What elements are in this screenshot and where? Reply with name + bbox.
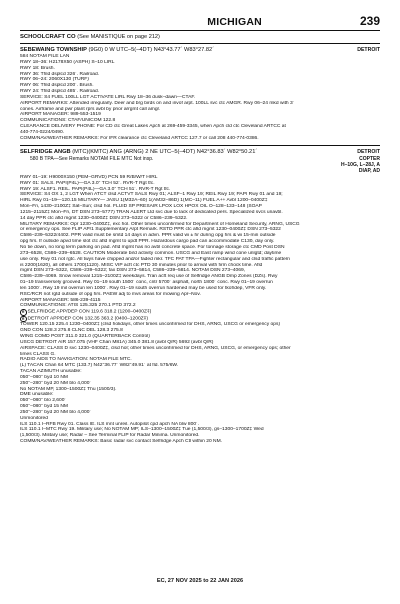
selfridge-line: times CLASS G. xyxy=(20,351,56,357)
schoolcraft-note: (See MANISTIQUE on page 212) xyxy=(77,34,160,40)
selfridge-sectional: DETROIT xyxy=(357,148,380,155)
sebewaing-line: RWY 06–24: 2060X130 (TURF) xyxy=(20,77,89,83)
sebewaing-entry xyxy=(20,44,380,146)
selfridge-line: TACAN AZIMUTH unusable: xyxy=(20,369,82,375)
selfridge-line: MILITARY REMARKS: Opr 1230–0400Z‡, exc hol. Other times unconfirmed for Department of Homeland Security, ARNG, USCG xyxy=(20,221,300,227)
selfridge-line: 273–6528, C586–239–6528. CAUTION Moderate bird activity common. USCG and East ramp wind cone unlgtd; daytime xyxy=(20,250,282,256)
selfridge-line: 250°–280° byd 20 NM blo 4,000´ xyxy=(20,409,92,415)
page-number: 239 xyxy=(359,14,380,28)
sebewaing-line: RWY 06: Thld dsplcd 200´. Brush. xyxy=(20,83,94,89)
selfridge-line: or emergency ops. See FLIP AP/1 Supplementary Arpt Remark. RSTD PPR ctc afld mgmt 1230–0400Z‡ DSN 273–5322 xyxy=(20,227,281,233)
selfridge-line: HIRL Rwy 01–19—120.15 MILITARY— JASU 1(M32A–60) 1(AM32–86D) 1(MC–11) FUEL A++ Avbl 1200–0400Z‡ xyxy=(20,198,268,204)
selfridge-line: ILS 110.1 I–MTC Rwy 19. Military use; No NOTAM MP; ILS–1300–1500Z‡ Tue (1,500/3), gs–1300–1700Z‡ Wed xyxy=(20,427,264,433)
selfridge-line: len 1000´. Rwy 19 mil overrun len 1000´. Rwy 01–19 south overrun hardened may be used for tkof/dep, VFR only. xyxy=(20,285,267,291)
sebewaing-line: RWY 36: Thld dsplcd 326´. Railroad. xyxy=(20,71,100,77)
selfridge-info: (MTC)(KMTC) ANG (ARNG) 2 NE UTC–5(–4DT) N42°36.83´ W82°50.21´ xyxy=(72,148,258,155)
state-name: MICHIGAN xyxy=(207,16,262,28)
sebewaing-line: CLEARANCE DELIVERY PHONE: For CD ctc Great Lakes Apch at 269-459-3345, when Apch cld ctc Cleveland ARTCC at xyxy=(20,124,286,130)
selfridge-line: COMM/NAV/WEATHER REMARKS: Basic radar svc contact Selfridge Apch Ctl within 20 NM. xyxy=(20,439,223,445)
selfridge-line: AIRSPACE: CLASS D svc 1230–0400Z‡, clsd hol; other times unconfirmed for DHS, ARNG, USCG, or emergency ops; other xyxy=(20,345,291,351)
selfridge-line: (L) TACAN Chan 64 MTC (133.7) N42°36.77´ W82°49.91´ at fld. 575/6W. xyxy=(20,363,179,369)
selfridge-line: C586–239–4069. Snow removal 1215–2100Z‡ weekdays. Tran acft req use of Selfridge ANGB Dmp Zones (DZs). Rwy xyxy=(20,274,278,280)
selfridge-line: RADIO AIDS TO NAVIGATION: NOTAM FILE MTC. xyxy=(20,357,132,363)
selfridge-line: No NOTAM MP, 1300–1500Z‡ Thu (1500/3). xyxy=(20,386,117,392)
sebewaing-title xyxy=(20,47,380,54)
selfridge-name: SELFRIDGE ANGB xyxy=(20,148,71,155)
selfridge-line: C586–239–5322/4402. PPR valid must be smtd 14 days in advn. PPR valid wi ± hr during opg hrs & wi 15-min outside xyxy=(20,233,276,239)
selfridge-line: ILS 110.1 I–RFB Rwy 01. Class IE. ILS mnt unreil. Autopilot cpd apch NA blw 800´. xyxy=(20,421,200,427)
selfridge-line: 1215–2115Z‡ Mon–Fri, DT DSN 273–5777) TRAN ALERT Ltd svc due to lack of dedicated pers. Specialized svcs unavbl. xyxy=(20,209,283,215)
sebewaing-line: RWY 18–36: H2178X50 (ASPH) S–10 LIRL xyxy=(20,59,115,65)
selfridge-line: DME unusable: xyxy=(20,392,54,398)
sebewaing-line: RWY 18: Brush. xyxy=(20,65,55,71)
sebewaing-line: RWY 24: Thld dsplcd 485´. Railroad. xyxy=(20,89,100,95)
selfridge-line: mgmt DSN 273–5322, C586–239–5322; fax DSN 273–5814, C586–239–5814. NOTAM DSN 273–4069, xyxy=(20,268,246,274)
selfridge-line: RWY 19: ALSF1. REIL. PAPI(P4L)—GA 3.0° TCH 51´. RVR-T Rgt tfc. xyxy=(20,186,171,192)
selfridge-copter: COPTER xyxy=(359,155,380,162)
selfridge-line: 14 day PPR ctc afld mgmt 1230–0400Z‡ DSN 273–5322 or C586–239–5322. xyxy=(20,215,188,221)
selfridge-line: Unmonitored xyxy=(20,415,48,421)
selfridge-line: USCG DETROIT AIR 157.075 (VHF Chan M81A) 345.0 381.8 (avbl Q/R) 5692 (avbl Q/R) xyxy=(20,339,214,345)
selfridge-line: No tie down, no long term parking on pad. Afld mgmt has no avbl concrete space. For tonnage storage ctc CMD Post DSN xyxy=(20,245,285,250)
selfridge-line: use only. Rwy 01 not rgtc. All twys have chipped and/or faded mkr. TFC PAT TPA—Fighter rectangular and clsd traffic pattern xyxy=(20,256,291,262)
sebewaing-line: 584 NOTAM FILE LAN xyxy=(20,54,70,59)
selfridge-line: SERVICE: S4 OX 1, 2 LGT When ATCT clsd ACTVT SALS Rwy 01; ALSF–1 Rwy 19; REIL Rwy 19; PAPI Rwy 01 and 19; xyxy=(20,192,283,198)
detroit-app-dep-text: DETROIT APP/DEP CON 132.35 363.2 (0400–1200Z‡) xyxy=(27,316,149,322)
selfridge-line: 050°–080° byd 10 NM xyxy=(20,374,68,380)
sebewaing-line: 440-774-0224/0490. xyxy=(20,129,65,135)
sebewaing-name: SEBEWAING TOWNSHIP xyxy=(20,47,87,53)
selfridge-line: opg hrs. If outside apvd time slot ctc afld mgmt to updt PPR. Hazardous cargo pad can accommodate C130, day only. xyxy=(20,239,275,245)
selfridge-line: 01–19 transversely grooved. Rwy 01–19 south 1500´ conc, cntr 5700´ asphalt, north 1800´ conc. Rwy 01–19 overrun xyxy=(20,280,273,286)
sebewaing-line: AIRPORT MANAGER: 989-553-1519 xyxy=(20,112,101,118)
circled-r-icon: R xyxy=(20,316,27,323)
circled-r-icon: R xyxy=(20,309,27,316)
selfridge-entry xyxy=(20,146,380,448)
schoolcraft-name: SCHOOLCRAFT CO xyxy=(20,34,76,40)
selfridge-line: is 2200(1620), all others 1700(1120). MISC VIP acft ctc PTD 30 minutes prior to arrival with firm chock time. Afld xyxy=(20,262,263,268)
selfridge-line: 050°–080° blo 2,600´ xyxy=(20,398,67,404)
selfridge-title xyxy=(20,149,380,156)
selfridge-line: (1,500/3). Military use; Radar – See Terminal FLIP for Radar Minima. Unmonitored. xyxy=(20,433,200,439)
selfridge-line: RWY 01–19: H9000X150 (PEM–GRVD) PCN 59 R/B/W/T HIRL xyxy=(20,174,158,180)
selfridge-line: RSC/RCR not rgtd outside of opg hrs. PAEW adj to mvs areas for mowing Apr–Nov. xyxy=(20,291,201,297)
sebewaing-line: COMMUNICATIONS: CTAF/UNICOM 122.8 xyxy=(20,118,116,124)
selfridge-app-dep-text: SELFRIDGE APP/DEP CON 119.6 318.2 (1200–0400Z‡) xyxy=(27,309,152,315)
page-header xyxy=(20,6,380,31)
selfridge-line: AIRPORT MANAGER: 586-239-4115 xyxy=(20,297,101,303)
selfridge-line: TOWER 120.15 225.4 1230–0400Z‡ (clsd holidays, other times unconfirmed for DHS, ARNG, USCG or emergency ops) xyxy=(20,322,281,328)
selfridge-line: WING COMD POST 311.0 321.0 (QUARTERBACK Control) xyxy=(20,333,150,339)
sebewaing-line: COMM/NAV/WEATHER REMARKS: For IFR clearance ctc Cleveland ARTCC 127.7 or call 208 440-774-0386. xyxy=(20,135,259,141)
schoolcraft-cross-reference xyxy=(20,31,380,44)
effective-dates-footer: EC, 27 NOV 2025 to 22 JAN 2026 xyxy=(156,578,244,584)
selfridge-line: RWY 01: SALS. PAPI(P4L)—GA 3.0° TCH 52´. RVR-T Rgt tfc. xyxy=(20,180,155,186)
selfridge-chart-ref: DIAP, AD xyxy=(358,168,380,175)
selfridge-line: COMMUNICATIONS: ATIS 125.325 270.1 PTD 372.2 xyxy=(20,303,136,309)
sebewaing-line: AIRPORT REMARKS: Attended irregularly. Deer and brg birds on and invof arpt. 100LL svc ctc AMGR. Rwy 06–24 mkd with 3´ xyxy=(20,100,295,106)
sebewaing-line: cones. Airframe and pwr plant rprs avbl by prior arrgmt call amgr. xyxy=(20,106,161,112)
selfridge-line: GND CON 128.3 275.8 CLNC DEL 128.3 275.8 xyxy=(20,328,123,334)
sebewaing-info: (9G0) 0 W UTC–5(–4DT) N43°43.77´ W83°27.82´ xyxy=(88,47,215,53)
selfridge-line: 250°–280° byd 20 NM blo 4,000´ xyxy=(20,380,92,386)
selfridge-chart-ref: H–10G, L–28J, A xyxy=(340,162,380,169)
sebewaing-sectional: DETROIT xyxy=(357,47,380,53)
selfridge-line: Mon–Fri, 1430–2100Z‡ Sat–Sun; clsd hol. FLUID SP PRESAIR LPOX LOX HPOX OIL O–128–133–148 (SOAP xyxy=(20,204,262,210)
selfridge-line: 050°–080° byd 15 NM xyxy=(20,404,68,410)
selfridge-elev-notam: 580 B TPA—See Remarks NOTAM FILE MTC Not insp. xyxy=(30,155,154,162)
sebewaing-line: SERVICE: S4 FUEL 100LL LGT ACTIVATE LIRL Rwy 18–36 dusk–dawn—CTAF. xyxy=(20,94,196,100)
